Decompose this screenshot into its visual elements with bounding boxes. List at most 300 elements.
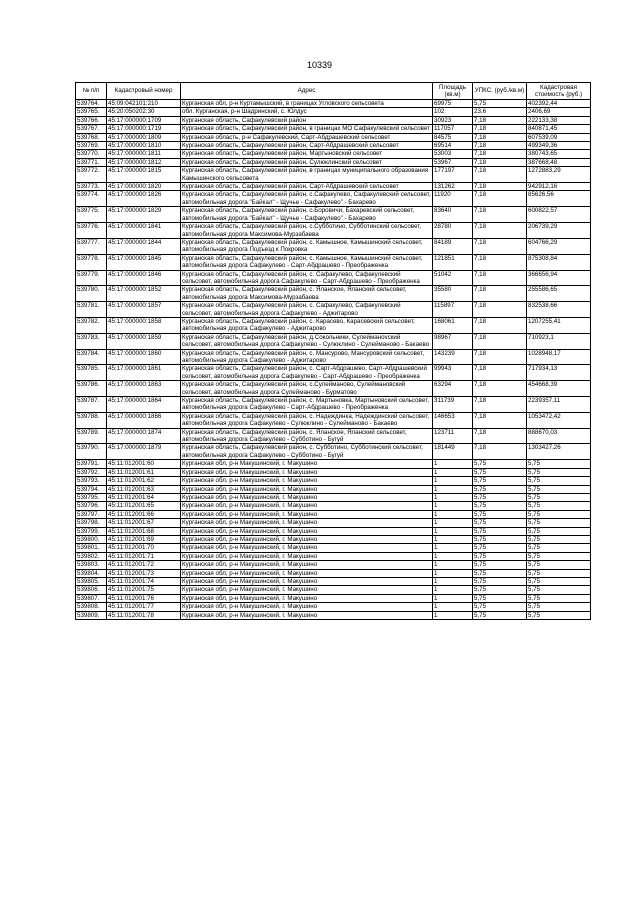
cadastral-value-cell: 5,75 — [527, 527, 591, 535]
address-cell: Курганская обл, р-н Макушинский, г. Макушино — [181, 552, 433, 560]
table-row — [76, 569, 591, 577]
cadastral-value-cell: 5,75 — [527, 485, 591, 493]
cadastral-number-cell: 45:17:000000:1810 — [107, 142, 181, 150]
upks-cell: 5,75 — [473, 460, 527, 468]
table-row — [76, 485, 591, 493]
row-number-cell: 539804. — [76, 569, 107, 577]
table-row — [76, 108, 591, 116]
cadastral-number-cell: 45:17:000000:1815 — [107, 167, 181, 183]
row-number-cell: 539802. — [76, 552, 107, 560]
area-cell: 69514 — [433, 142, 473, 150]
cadastral-number-cell: 45:11:012001:71 — [107, 552, 181, 560]
row-number-cell: 539806. — [76, 586, 107, 594]
address-cell: Курганская область, Сафакулевский район, с. Мансурово, Мансуровский сельсовет, автомобильная дорога Сафакулево - Аджитарово — [181, 349, 433, 365]
cadastral-value-cell: 2239357,11 — [527, 397, 591, 413]
cadastral-value-cell: 5,75 — [527, 535, 591, 543]
area-cell: 51042 — [433, 270, 473, 286]
address-cell: Курганская область, Сафакулевский район, с.Субботино, Субботинский сельсовет, автомобильная дорога Максимова-Мурзабаева — [181, 223, 433, 239]
table-header — [76, 83, 591, 100]
table-row — [76, 365, 591, 381]
cadastral-value-cell: 604766,29 — [527, 238, 591, 254]
cadastral-value-cell: 5,75 — [527, 468, 591, 476]
address-cell: Курганская обл, р-н Макушинский, г. Макушино — [181, 569, 433, 577]
header-area: Площадь (кв.м) — [433, 83, 473, 100]
table-row — [76, 397, 591, 413]
area-cell: 30923 — [433, 116, 473, 124]
cadastral-number-cell: 45:11:012001:77 — [107, 603, 181, 611]
cadastral-number-cell: 45:17:000000:1841 — [107, 223, 181, 239]
upks-cell: 7,18 — [473, 286, 527, 302]
cadastral-value-cell: 717934,13 — [527, 365, 591, 381]
row-number-cell: 539773. — [76, 183, 107, 191]
row-number-cell: 539805. — [76, 577, 107, 585]
cadastral-value-cell: 454668,39 — [527, 381, 591, 397]
cadastral-value-cell: 5,75 — [527, 586, 591, 594]
area-cell: 1 — [433, 594, 473, 602]
upks-cell: 5,75 — [473, 100, 527, 108]
address-cell: Курганская область, Сафакулевский район, с.Сулейманово, Сулеймановский сельсовет, автомобильная дорога Сулейманово - Бурматово — [181, 381, 433, 397]
table-row — [76, 183, 591, 191]
cadastral-value-cell: 5,75 — [527, 577, 591, 585]
cadastral-value-cell: 1053472,42 — [527, 412, 591, 428]
table-row — [76, 317, 591, 333]
row-number-cell: 539797. — [76, 510, 107, 518]
row-number-cell: 539782. — [76, 317, 107, 333]
area-cell: 1 — [433, 510, 473, 518]
address-cell: Курганская область, Сафакулевский район, с.Боровичи, Бахаревский сельсовет, автомобильная дорога "Байкал" - Щучье - Сафакулево" - Бахарево — [181, 207, 433, 223]
area-cell: 35580 — [433, 286, 473, 302]
cadastral-value-cell: 1028948,17 — [527, 349, 591, 365]
table-row — [76, 519, 591, 527]
row-number-cell: 539798. — [76, 519, 107, 527]
cadastral-value-cell: 85626,56 — [527, 191, 591, 207]
row-number-cell: 539793. — [76, 477, 107, 485]
cadastral-value-cell: 380743,65 — [527, 150, 591, 158]
address-cell: Курганская область, Сафакулевский район, Сулюклинский сельсовет — [181, 158, 433, 166]
address-cell: Курганская область, Сафакулевский район, с. Сафакулево, Сафакулевский сельсовет, автомобильная дорога Сафакулево - Сарт-Абдрашево - Преображенка — [181, 270, 433, 286]
table-row — [76, 167, 591, 183]
upks-cell: 7,18 — [473, 150, 527, 158]
address-cell: Курганская обл, р-н Макушинский, г. Макушино — [181, 502, 433, 510]
table-row — [76, 586, 591, 594]
cadastral-value-cell: 5,75 — [527, 561, 591, 569]
area-cell: 53967 — [433, 158, 473, 166]
table-row — [76, 493, 591, 501]
upks-cell: 7,18 — [473, 270, 527, 286]
table-row — [76, 552, 591, 560]
address-cell: Курганская обл, р-н Макушинский, г. Макушино — [181, 535, 433, 543]
cadastral-value-cell: 5,75 — [527, 460, 591, 468]
address-cell: Курганская область, Сафакулевский район, с. Яланское, Яланский сельсовет, автомобильная дорога Максимова-Мурзабаева — [181, 286, 433, 302]
row-number-cell: 539790. — [76, 444, 107, 460]
table-row — [76, 270, 591, 286]
upks-cell: 5,75 — [473, 535, 527, 543]
upks-cell: 7,18 — [473, 223, 527, 239]
address-cell: Курганская обл, р-н Макушинский, г. Макушино — [181, 611, 433, 619]
cadastral-value-cell: 5,75 — [527, 519, 591, 527]
table-row — [76, 577, 591, 585]
cadastral-value-cell: 5,75 — [527, 493, 591, 501]
table-row — [76, 468, 591, 476]
upks-cell: 7,18 — [473, 254, 527, 270]
cadastral-value-cell: 1207255,41 — [527, 317, 591, 333]
area-cell: 11920 — [433, 191, 473, 207]
cadastral-number-cell: 45:17:000000:1809 — [107, 133, 181, 141]
cadastral-number-cell: 45:17:000000:1829 — [107, 207, 181, 223]
cadastral-value-cell: 2406,69 — [527, 108, 591, 116]
area-cell: 1 — [433, 468, 473, 476]
row-number-cell: 539786. — [76, 381, 107, 397]
upks-cell: 7,18 — [473, 349, 527, 365]
cadastral-number-cell: 45:17:000000:1864 — [107, 397, 181, 413]
cadastral-number-cell: 45:17:000000:1879 — [107, 444, 181, 460]
table-row — [76, 286, 591, 302]
cadastral-number-cell: 45:17:000000:1857 — [107, 302, 181, 318]
cadastral-number-cell: 45:17:000000:1874 — [107, 428, 181, 444]
row-number-cell: 539770. — [76, 150, 107, 158]
cadastral-value-cell: 5,75 — [527, 611, 591, 619]
cadastral-number-cell: 45:11:012001:60 — [107, 460, 181, 468]
area-cell: 1 — [433, 527, 473, 535]
page-number: 10339 — [306, 60, 333, 70]
cadastral-number-cell: 45:17:000000:1866 — [107, 412, 181, 428]
upks-cell: 7,18 — [473, 125, 527, 133]
cadastral-number-cell: 45:17:000000:1719 — [107, 125, 181, 133]
row-number-cell: 539808. — [76, 603, 107, 611]
area-cell: 1 — [433, 561, 473, 569]
row-number-cell: 539809. — [76, 611, 107, 619]
cadastral-number-cell: 45:11:012001:69 — [107, 535, 181, 543]
table-row — [76, 544, 591, 552]
table-row — [76, 502, 591, 510]
cadastral-value-cell: 255586,65 — [527, 286, 591, 302]
area-cell: 98967 — [433, 333, 473, 349]
upks-cell: 23,6 — [473, 108, 527, 116]
table-row — [76, 527, 591, 535]
cadastral-value-cell: 832538,66 — [527, 302, 591, 318]
upks-cell: 7,18 — [473, 365, 527, 381]
cadastral-number-cell: 45:11:012001:74 — [107, 577, 181, 585]
upks-cell: 5,75 — [473, 561, 527, 569]
table-row — [76, 561, 591, 569]
area-cell: 168061 — [433, 317, 473, 333]
header-number: № п/п — [76, 83, 107, 100]
upks-cell: 5,75 — [473, 485, 527, 493]
upks-cell: 7,18 — [473, 183, 527, 191]
upks-cell: 5,75 — [473, 502, 527, 510]
cadastral-value-cell: 5,75 — [527, 477, 591, 485]
area-cell: 63294 — [433, 381, 473, 397]
table-row — [76, 133, 591, 141]
address-cell: Курганская обл, р-н Куртамышский, в границах Угловского сельсовета — [181, 100, 433, 108]
upks-cell: 5,75 — [473, 493, 527, 501]
row-number-cell: 539795. — [76, 493, 107, 501]
upks-cell: 5,75 — [473, 544, 527, 552]
area-cell: 53003 — [433, 150, 473, 158]
table-row — [76, 611, 591, 619]
cadastral-number-cell: 45:17:000000:1709 — [107, 116, 181, 124]
cadastral-number-cell: 45:11:012001:72 — [107, 561, 181, 569]
cadastral-number-cell: 45:11:012001:66 — [107, 510, 181, 518]
upks-cell: 7,18 — [473, 302, 527, 318]
cadastral-value-cell: 402392,44 — [527, 100, 591, 108]
cadastral-number-cell: 45:09:042101:210 — [107, 100, 181, 108]
area-cell: 84575 — [433, 133, 473, 141]
row-number-cell: 539768. — [76, 133, 107, 141]
area-cell: 1 — [433, 485, 473, 493]
address-cell: Курганская область, Сафакулевский район — [181, 116, 433, 124]
cadastral-number-cell: 45:17:000000:1826 — [107, 191, 181, 207]
address-cell: Курганская область, Сафакулевский район, в границах муниципального образования Камышинского сельсовета — [181, 167, 433, 183]
table-row — [76, 116, 591, 124]
upks-cell: 7,18 — [473, 191, 527, 207]
address-cell: Курганская область, Сафакулевский район, с.Сафакулево, Сафакулевский сельсовет, автомобильная дорога "Байкал" - Щучье - Сафакулево" - Бахарево — [182, 191, 431, 206]
row-number-cell: 539780. — [76, 286, 107, 302]
row-number-cell: 539803. — [76, 561, 107, 569]
address-cell: Курганская область, Сафакулевский район, с. Субботино, Субботинский сельсовет, автомобильная дорога Сафакулево - Субботино - Бугуй — [181, 444, 433, 460]
upks-cell: 5,75 — [473, 577, 527, 585]
cadastral-value-cell: 5,75 — [527, 502, 591, 510]
header-cadastral-number: Кадастровый номер — [107, 83, 181, 100]
area-cell: 1 — [433, 552, 473, 560]
upks-cell: 5,75 — [473, 468, 527, 476]
address-cell: Курганская область, Сафакулевский район, Мартыновский сельсовет — [181, 150, 433, 158]
table-row — [76, 150, 591, 158]
cadastral-number-cell: 45:17:000000:1811 — [107, 150, 181, 158]
cadastral-value-cell: 710923,1 — [527, 333, 591, 349]
cadastral-number-cell: 45:17:000000:1852 — [107, 286, 181, 302]
area-cell: 115897 — [433, 302, 473, 318]
cadastral-number-cell: 45:11:012001:68 — [107, 527, 181, 535]
header-upks: УПКС. (руб./кв.м) — [473, 83, 527, 100]
row-number-cell: 539775. — [76, 207, 107, 223]
table-row — [76, 477, 591, 485]
upks-cell: 5,75 — [473, 527, 527, 535]
row-number-cell: 539800. — [76, 535, 107, 543]
address-cell: Курганская обл, р-н Макушинский, г. Макушино — [181, 586, 433, 594]
address-cell: Курганская обл, р-н Макушинский, г. Макушино — [181, 603, 433, 611]
area-cell: 181449 — [433, 444, 473, 460]
upks-cell: 5,75 — [473, 611, 527, 619]
area-cell: 1 — [433, 577, 473, 585]
area-cell: 311739 — [433, 397, 473, 413]
upks-cell: 7,18 — [473, 444, 527, 460]
cadastral-value-cell: 222133,38 — [527, 116, 591, 124]
area-cell: 84189 — [433, 238, 473, 254]
table-row — [76, 510, 591, 518]
row-number-cell: 539779. — [76, 270, 107, 286]
cadastral-value-cell: 607539,09 — [527, 133, 591, 141]
cadastral-number-cell: 45:11:012001:64 — [107, 493, 181, 501]
cadastral-value-cell: 840871,45 — [527, 125, 591, 133]
cadastral-value-cell: 499349,36 — [527, 142, 591, 150]
row-number-cell: 539784. — [76, 349, 107, 365]
upks-cell: 5,75 — [473, 594, 527, 602]
address-cell: Курганская область, Сафакулевский район, д.Сокольники, Сулейманovский сельсовет, автомобильная дорога Сафакулево - Сулюклино - Сулейманово - Бакаево — [181, 333, 433, 349]
address-cell: Курганская обл, р-н Макушинский, г. Макушино — [181, 493, 433, 501]
table-row — [76, 191, 591, 207]
address-cell: Курганская обл, р-н Макушинский, г. Макушино — [181, 544, 433, 552]
cadastral-number-cell: 45:11:012001:62 — [107, 477, 181, 485]
address-cell: обл. Курганская, р-н Шадринский, с. Юлдус — [181, 108, 433, 116]
table-row — [76, 333, 591, 349]
area-cell: 99943 — [433, 365, 473, 381]
cadastral-value-cell: 366656,94 — [527, 270, 591, 286]
address-cell: Курганская область, Сафакулевский район, в границах МО Сафакулевский сельсовет — [181, 125, 433, 133]
row-number-cell: 539772. — [76, 167, 107, 183]
upks-cell: 7,18 — [473, 167, 527, 183]
upks-cell: 7,18 — [473, 381, 527, 397]
cadastral-number-cell: 45:11:012001:63 — [107, 485, 181, 493]
cadastral-number-cell: 45:17:000000:1844 — [107, 238, 181, 254]
area-cell: 1 — [433, 544, 473, 552]
table-row — [76, 158, 591, 166]
row-number-cell: 539794. — [76, 485, 107, 493]
row-number-cell: 539788. — [76, 412, 107, 428]
address-cell: Курганская область, Сафакулевский район, с. Яланское, Яланский сельсовет, автомобильная дорога Сафакулево - Субботино - Бугуй — [181, 428, 433, 444]
table-row — [76, 302, 591, 318]
area-cell: 121851 — [433, 254, 473, 270]
area-cell: 131262 — [433, 183, 473, 191]
address-cell: Курганская область, Сафакулевский район, с. Карасево, Карасевский сельсовет, автомобильная дорога Сафакулево - Аджитарово — [181, 317, 433, 333]
row-number-cell: 539764. — [76, 100, 107, 108]
table-row — [76, 125, 591, 133]
table-row — [76, 254, 591, 270]
area-cell: 1 — [433, 535, 473, 543]
address-cell: Курганская обл, р-н Макушинский, г. Макушино — [181, 468, 433, 476]
header-cadastral-value: Кадастровая стоимость (руб.) — [527, 83, 591, 100]
area-cell: 1 — [433, 586, 473, 594]
upks-cell: 5,75 — [473, 586, 527, 594]
address-cell: Курганская область, Сафакулевский район, с. Сафакулево, Сафакулевский сельсовет, автомобильная дорога Сафакулево - Аджитарово — [181, 302, 433, 318]
row-number-cell: 539767. — [76, 125, 107, 133]
upks-cell: 7,18 — [473, 238, 527, 254]
address-cell: Курганская обл, р-н Макушинский, г. Макушино — [181, 460, 433, 468]
cadastral-number-cell: 45:17:000000:1858 — [107, 317, 181, 333]
address-cell: Курганская обл, р-н Макушинский, г. Макушино — [181, 561, 433, 569]
cadastral-number-cell: 45:11:012001:61 — [107, 468, 181, 476]
table-row — [76, 223, 591, 239]
cadastral-number-cell: 45:11:012001:70 — [107, 544, 181, 552]
cadastral-number-cell: 45:17:000000:1845 — [107, 254, 181, 270]
cadastral-number-cell: 45:11:012001:67 — [107, 519, 181, 527]
cadastral-value-cell: 387668,48 — [527, 158, 591, 166]
cadastral-number-cell: 45:17:000000:1863 — [107, 381, 181, 397]
table-row — [76, 238, 591, 254]
row-number-cell: 539769. — [76, 142, 107, 150]
row-number-cell: 539783. — [76, 333, 107, 349]
address-cell: Курганская обл, р-н Макушинский, г. Макушино — [181, 477, 433, 485]
area-cell: 123711 — [433, 428, 473, 444]
area-cell: 1 — [433, 477, 473, 485]
row-number-cell: 539777. — [76, 238, 107, 254]
row-number-cell: 539801. — [76, 544, 107, 552]
cadastral-number-cell: 45:17:000000:1860 — [107, 349, 181, 365]
row-number-cell: 539781. — [76, 302, 107, 318]
cadastral-value-cell: 5,75 — [527, 603, 591, 611]
cadastral-value-cell: 5,75 — [527, 552, 591, 560]
area-cell: 1 — [433, 611, 473, 619]
cadastral-value-cell: 942912,16 — [527, 183, 591, 191]
upks-cell: 7,18 — [473, 116, 527, 124]
cadastral-number-cell: 45:11:012001:75 — [107, 586, 181, 594]
row-number-cell: 539799. — [76, 527, 107, 535]
cadastral-value-cell: 888670,03 — [527, 428, 591, 444]
area-cell: 69975 — [433, 100, 473, 108]
upks-cell: 5,75 — [473, 477, 527, 485]
address-cell: Курганская область, Сафакулевский район, Сарт-Абдрашевский сельсовет — [181, 142, 433, 150]
row-number-cell: 539789. — [76, 428, 107, 444]
upks-cell: 5,75 — [473, 519, 527, 527]
row-number-cell: 539792. — [76, 468, 107, 476]
cadastral-number-cell: 45:17:000000:1861 — [107, 365, 181, 381]
cadastral-number-cell: 45:11:012001:65 — [107, 502, 181, 510]
table-row — [76, 349, 591, 365]
row-number-cell: 539766. — [76, 116, 107, 124]
cadastral-value-cell: 5,75 — [527, 544, 591, 552]
address-cell: Курганская обл, р-н Макушинский, г. Макушино — [181, 527, 433, 535]
area-cell: 28780 — [433, 223, 473, 239]
cadastral-value-cell: 5,75 — [527, 594, 591, 602]
upks-cell: 7,18 — [473, 207, 527, 223]
cadastral-number-cell: 45:17:000000:1820 — [107, 183, 181, 191]
cadastral-value-cell: 5,75 — [527, 510, 591, 518]
cadastral-number-cell: 45:11:012001:73 — [107, 569, 181, 577]
cadastral-value-cell: 1272883,29 — [527, 167, 591, 183]
table-body — [76, 100, 591, 620]
area-cell: 143239 — [433, 349, 473, 365]
area-cell: 146653 — [433, 412, 473, 428]
address-cell: Курганская область, Сафакулевский район, с. Надеждинка, Надеждинский сельсовет, автомобильная дорога Сафакулево - Сулюклино - Сулейманово - Бакаево — [181, 412, 433, 428]
row-number-cell: 539787. — [76, 397, 107, 413]
area-cell: 117057 — [433, 125, 473, 133]
upks-cell: 7,18 — [473, 133, 527, 141]
table-row — [76, 142, 591, 150]
table-row — [76, 428, 591, 444]
table-row — [76, 603, 591, 611]
upks-cell: 7,18 — [473, 317, 527, 333]
area-cell: 1 — [433, 502, 473, 510]
cadastral-number-cell: 45:20:050202:30 — [107, 108, 181, 116]
area-cell: 1 — [433, 603, 473, 611]
address-cell: Курганская область, Сафакулевский район, Сарт-Абдрашевский сельсовет — [181, 183, 433, 191]
cadastral-number-cell: 45:17:000000:1812 — [107, 158, 181, 166]
row-number-cell: 539771. — [76, 158, 107, 166]
row-number-cell: 539774. — [76, 191, 107, 207]
table-row — [76, 594, 591, 602]
cadastral-value-cell: 875308,84 — [527, 254, 591, 270]
address-cell: Курганская область, Сафакулевский район, с. Мартыновка, Мартыновский сельсовет, автомобильная дорога Сафакулево - Сарт-Абдрашево - Преображенка — [181, 397, 433, 413]
table-row — [76, 381, 591, 397]
cadastral-number-cell: 45:17:000000:1859 — [107, 333, 181, 349]
area-cell: 1 — [433, 519, 473, 527]
row-number-cell: 539785. — [76, 365, 107, 381]
row-number-cell: 539791. — [76, 460, 107, 468]
cadastral-number-cell: 45:17:000000:1846 — [107, 270, 181, 286]
row-number-cell: 539765. — [76, 108, 107, 116]
upks-cell: 5,75 — [473, 603, 527, 611]
table-row — [76, 535, 591, 543]
address-cell: Курганская обл, р-н Макушинский, г. Макушино — [181, 485, 433, 493]
address-cell: Курганская область, Сафакулевский район, с. Камышное, Камышинский сельсовет, автомобильная дорога Подъезд к Покровка — [181, 238, 433, 254]
area-cell: 102 — [433, 108, 473, 116]
upks-cell: 5,75 — [473, 510, 527, 518]
address-cell: Курганская область, р-н Сафакулевский, Сарт-Абдрашевский сельсовет — [181, 133, 433, 141]
table-row — [76, 100, 591, 108]
area-cell: 1 — [433, 460, 473, 468]
upks-cell: 7,18 — [473, 158, 527, 166]
cadastral-number-cell: 45:11:012001:76 — [107, 594, 181, 602]
